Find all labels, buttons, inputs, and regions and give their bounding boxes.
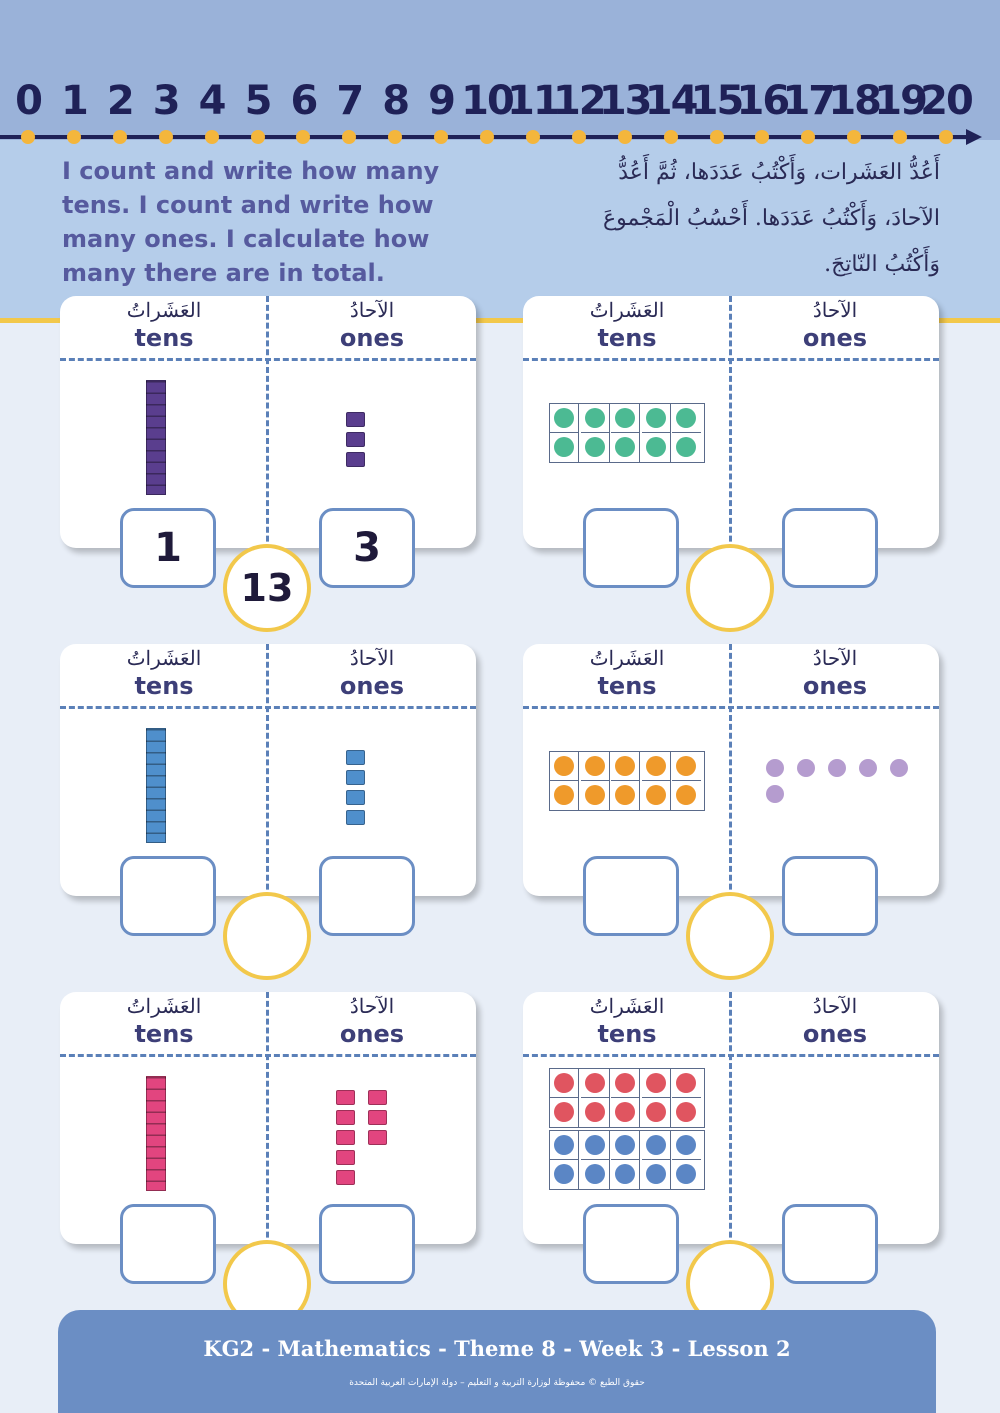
exercise-bottom-right	[523, 992, 939, 1332]
ten-frame-cell	[550, 781, 579, 810]
ones-header: ones	[339, 324, 405, 352]
counter-dot	[646, 437, 666, 457]
counter-dot	[585, 1164, 605, 1184]
counter-dot	[676, 1164, 696, 1184]
ten-frame-cell	[672, 1069, 701, 1098]
unit-cube	[368, 1090, 387, 1105]
number-line-label: 18	[828, 78, 881, 124]
ten-frame-cell	[581, 1131, 610, 1160]
ones-header-arabic: الآحادُ	[349, 646, 395, 670]
number-line-dot	[296, 130, 310, 144]
number-line-label: 15	[690, 78, 743, 124]
number-line	[0, 78, 1000, 148]
ten-frame-cell	[642, 752, 671, 781]
unit-cube	[346, 810, 365, 825]
counter-dot	[615, 1073, 635, 1093]
number-line-dot	[618, 130, 632, 144]
unit-cube	[336, 1150, 355, 1165]
tens-header: tens	[597, 672, 657, 700]
number-line-dot	[67, 130, 81, 144]
counter-dot	[646, 1073, 666, 1093]
ten-frame-cell	[642, 1098, 671, 1127]
ten-frame-cell	[642, 781, 671, 810]
footer	[58, 1310, 936, 1413]
number-line-label: 17	[782, 78, 835, 124]
ten-frame-cell	[550, 1160, 579, 1189]
counter-dot	[646, 1135, 666, 1155]
number-line-dot	[801, 130, 815, 144]
tens-answer-box[interactable]	[120, 856, 216, 936]
ones-header-arabic: الآحادُ	[349, 298, 395, 322]
ten-frame-cell	[642, 404, 671, 433]
footer-copyright: حقوق الطبع © محفوظة لوزارة التربية و التعليم – دولة الإمارات العربية المتحدة	[349, 1378, 645, 1388]
ten-frame	[549, 403, 705, 463]
counter-dot	[615, 437, 635, 457]
tens-header: tens	[597, 324, 657, 352]
number-line-dot	[526, 130, 540, 144]
column-divider	[729, 992, 732, 1282]
counter-dot	[615, 1164, 635, 1184]
counter-dot	[615, 785, 635, 805]
counter-dot	[646, 756, 666, 776]
ten-frame-cell	[550, 404, 579, 433]
counter-dot	[676, 1073, 696, 1093]
ten-frame-cell	[581, 404, 610, 433]
total-answer-circle[interactable]	[686, 892, 774, 980]
tens-answer-box[interactable]	[583, 856, 679, 936]
number-line-label: 12	[552, 78, 605, 124]
number-line-label: 1	[60, 78, 87, 124]
ten-frame-cell	[550, 752, 579, 781]
tens-header: tens	[134, 324, 194, 352]
unit-cube	[346, 412, 365, 427]
tens-header-arabic: العَشَراتُ	[126, 994, 202, 1018]
number-line-dot	[251, 130, 265, 144]
tens-answer-box[interactable]	[120, 1204, 216, 1284]
ten-frame-cell	[611, 1098, 640, 1127]
ten-frame-cell	[581, 781, 610, 810]
ten-frame-cell	[642, 433, 671, 462]
counter-dot	[646, 1102, 666, 1122]
ones-answer-box[interactable]	[782, 508, 878, 588]
counter-dot	[676, 1135, 696, 1155]
ten-frame-cell	[672, 752, 701, 781]
counter-dot	[646, 785, 666, 805]
counter-dot	[676, 756, 696, 776]
ones-header: ones	[339, 672, 405, 700]
counter-dot	[615, 1135, 635, 1155]
unit-cube	[346, 790, 365, 805]
counter-dot	[615, 408, 635, 428]
tens-answer-box[interactable]	[583, 508, 679, 588]
total-answer-circle[interactable]	[223, 892, 311, 980]
tens-answer-box[interactable]: 1	[120, 508, 216, 588]
counter-dot	[766, 759, 784, 777]
number-line-dot	[847, 130, 861, 144]
total-answer-circle[interactable]	[686, 544, 774, 632]
counter-dot	[859, 759, 877, 777]
ten-frame	[549, 1068, 705, 1128]
ten-frame-cell	[611, 1131, 640, 1160]
exercise-middle-left	[60, 644, 476, 984]
tens-header-arabic: العَشَراتُ	[126, 646, 202, 670]
number-line-dot	[159, 130, 173, 144]
ten-frame-cell	[672, 1160, 701, 1189]
unit-cube	[346, 432, 365, 447]
counter-dot	[585, 1135, 605, 1155]
counter-dot	[676, 785, 696, 805]
ten-frame-cell	[672, 433, 701, 462]
ten-frame-cell	[672, 1098, 701, 1127]
column-divider	[729, 644, 732, 934]
number-line-dot	[893, 130, 907, 144]
unit-cube	[368, 1130, 387, 1145]
counter-dot	[585, 437, 605, 457]
counter-dot	[585, 756, 605, 776]
ten-frame-cell	[550, 1131, 579, 1160]
ten-rod	[146, 1076, 166, 1191]
tens-header-arabic: العَشَراتُ	[589, 994, 665, 1018]
counter-dot	[828, 759, 846, 777]
ten-frame-cell	[550, 433, 579, 462]
ones-header-arabic: الآحادُ	[812, 298, 858, 322]
number-line-label: 9	[428, 78, 455, 124]
counter-dot	[615, 1102, 635, 1122]
ten-frame-cell	[611, 781, 640, 810]
unit-cube	[346, 770, 365, 785]
ten-frame-cell	[642, 1069, 671, 1098]
counter-dot	[585, 1102, 605, 1122]
tens-header: tens	[134, 1020, 194, 1048]
number-line-label: 11	[507, 78, 559, 124]
number-line-dot	[710, 130, 724, 144]
ten-frame-cell	[550, 1069, 579, 1098]
counter-dot	[554, 1073, 574, 1093]
exercise-top-right	[523, 296, 939, 636]
number-line-dot	[388, 130, 402, 144]
counter-dot	[766, 785, 784, 803]
counter-dot	[646, 1164, 666, 1184]
ones-header-arabic: الآحادُ	[812, 646, 858, 670]
ten-frame-cell	[642, 1160, 671, 1189]
ones-header: ones	[802, 672, 868, 700]
ten-rod	[146, 728, 166, 843]
ten-frame-cell	[581, 433, 610, 462]
number-line-dot	[755, 130, 769, 144]
ten-frame-cell	[581, 752, 610, 781]
counter-dot	[585, 408, 605, 428]
number-line-label: 14	[644, 78, 697, 124]
ones-answer-box[interactable]	[782, 856, 878, 936]
column-divider	[266, 296, 269, 586]
counter-dot	[615, 756, 635, 776]
ten-frame-cell	[581, 1160, 610, 1189]
number-line-label: 10	[461, 78, 513, 124]
number-line-dot	[572, 130, 586, 144]
ten-frame-cell	[550, 1098, 579, 1127]
instruction-english: I count and write how many tens. I count and write how many ones. I calculate how many there are in total.	[62, 157, 440, 287]
footer-title: KG2 - Mathematics - Theme 8 - Week 3 - Lesson 2	[203, 1336, 791, 1361]
unit-cube	[336, 1130, 355, 1145]
ones-answer-box[interactable]	[319, 856, 415, 936]
number-line-label: 0	[15, 78, 41, 124]
column-divider	[729, 296, 732, 586]
ones-answer-box[interactable]	[782, 1204, 878, 1284]
number-line-dot	[205, 130, 219, 144]
ones-answer-box[interactable]	[319, 1204, 415, 1284]
ten-frame-cell	[581, 1098, 610, 1127]
counter-dot	[585, 785, 605, 805]
number-line-dot	[434, 130, 448, 144]
counter-dot	[890, 759, 908, 777]
counter-dot	[585, 1073, 605, 1093]
number-line-dot	[21, 130, 35, 144]
number-line-arrow-icon	[966, 129, 982, 145]
tens-header: tens	[134, 672, 194, 700]
unit-cube	[336, 1170, 355, 1185]
counter-dot	[554, 437, 574, 457]
counter-dot	[646, 408, 666, 428]
tens-header-arabic: العَشَراتُ	[126, 298, 202, 322]
ten-frame	[549, 1130, 705, 1190]
ten-frame-cell	[672, 781, 701, 810]
ten-frame-cell	[642, 1131, 671, 1160]
number-line-label: 5	[244, 78, 271, 124]
ten-frame-cell	[611, 433, 640, 462]
number-line-label: 7	[336, 78, 363, 124]
exercise-bottom-left	[60, 992, 476, 1332]
ten-frame-cell	[581, 1069, 610, 1098]
counter-dot	[554, 408, 574, 428]
counter-dot	[554, 785, 574, 805]
tens-header-arabic: العَشَراتُ	[589, 646, 665, 670]
counter-dot	[797, 759, 815, 777]
exercise-middle-right	[523, 644, 939, 984]
ten-frame-cell	[611, 1069, 640, 1098]
counter-dot	[676, 408, 696, 428]
ten-frame-cell	[672, 1131, 701, 1160]
column-divider	[266, 644, 269, 934]
number-line-label: 16	[736, 78, 789, 124]
number-line-label: 3	[152, 78, 179, 124]
ten-rod	[146, 380, 166, 495]
unit-cube	[336, 1110, 355, 1125]
ones-header-arabic: الآحادُ	[812, 994, 858, 1018]
counter-dot	[554, 1164, 574, 1184]
instruction-arabic: أَعُدُّ العَشَرات، وَأَكْتُبُ عَدَدَها، ثُمَّ أَعُدُّ الآحادَ، وَأَكْتُبُ عَدَدَها. أَحْسُبُ الْمَجْموعَ وَأَكْتُبُ النّاتِجَ.	[603, 160, 940, 277]
column-divider	[266, 992, 269, 1282]
number-line-label: 8	[382, 78, 409, 124]
number-line-dot	[113, 130, 127, 144]
tens-header-arabic: العَشَراتُ	[589, 298, 665, 322]
exercise-top-left	[60, 296, 476, 636]
number-line-dot	[939, 130, 953, 144]
ten-frame-cell	[672, 404, 701, 433]
unit-cube	[346, 452, 365, 467]
counter-dot	[676, 1102, 696, 1122]
unit-cube	[368, 1110, 387, 1125]
unit-cube	[336, 1090, 355, 1105]
ones-answer-box[interactable]: 3	[319, 508, 415, 588]
tens-answer-box[interactable]	[583, 1204, 679, 1284]
ten-frame	[549, 751, 705, 811]
number-line-label: 4	[198, 78, 225, 124]
counter-dot	[554, 756, 574, 776]
number-line-dot	[664, 130, 678, 144]
number-line-dot	[480, 130, 494, 144]
tens-header: tens	[597, 1020, 657, 1048]
ones-header: ones	[802, 324, 868, 352]
number-line-label: 20	[920, 78, 972, 124]
ones-header: ones	[802, 1020, 868, 1048]
number-line-label: 2	[106, 78, 133, 124]
ten-frame-cell	[611, 752, 640, 781]
counter-dot	[554, 1135, 574, 1155]
number-line-label: 6	[290, 78, 317, 124]
number-line-label: 19	[874, 78, 926, 124]
total-answer-circle[interactable]: 13	[223, 544, 311, 632]
number-line-dot	[342, 130, 356, 144]
number-line-label: 13	[598, 78, 651, 124]
counter-dot	[554, 1102, 574, 1122]
unit-cube	[346, 750, 365, 765]
ones-header-arabic: الآحادُ	[349, 994, 395, 1018]
counter-dot	[676, 437, 696, 457]
ten-frame-cell	[611, 1160, 640, 1189]
ones-header: ones	[339, 1020, 405, 1048]
ten-frame-cell	[611, 404, 640, 433]
